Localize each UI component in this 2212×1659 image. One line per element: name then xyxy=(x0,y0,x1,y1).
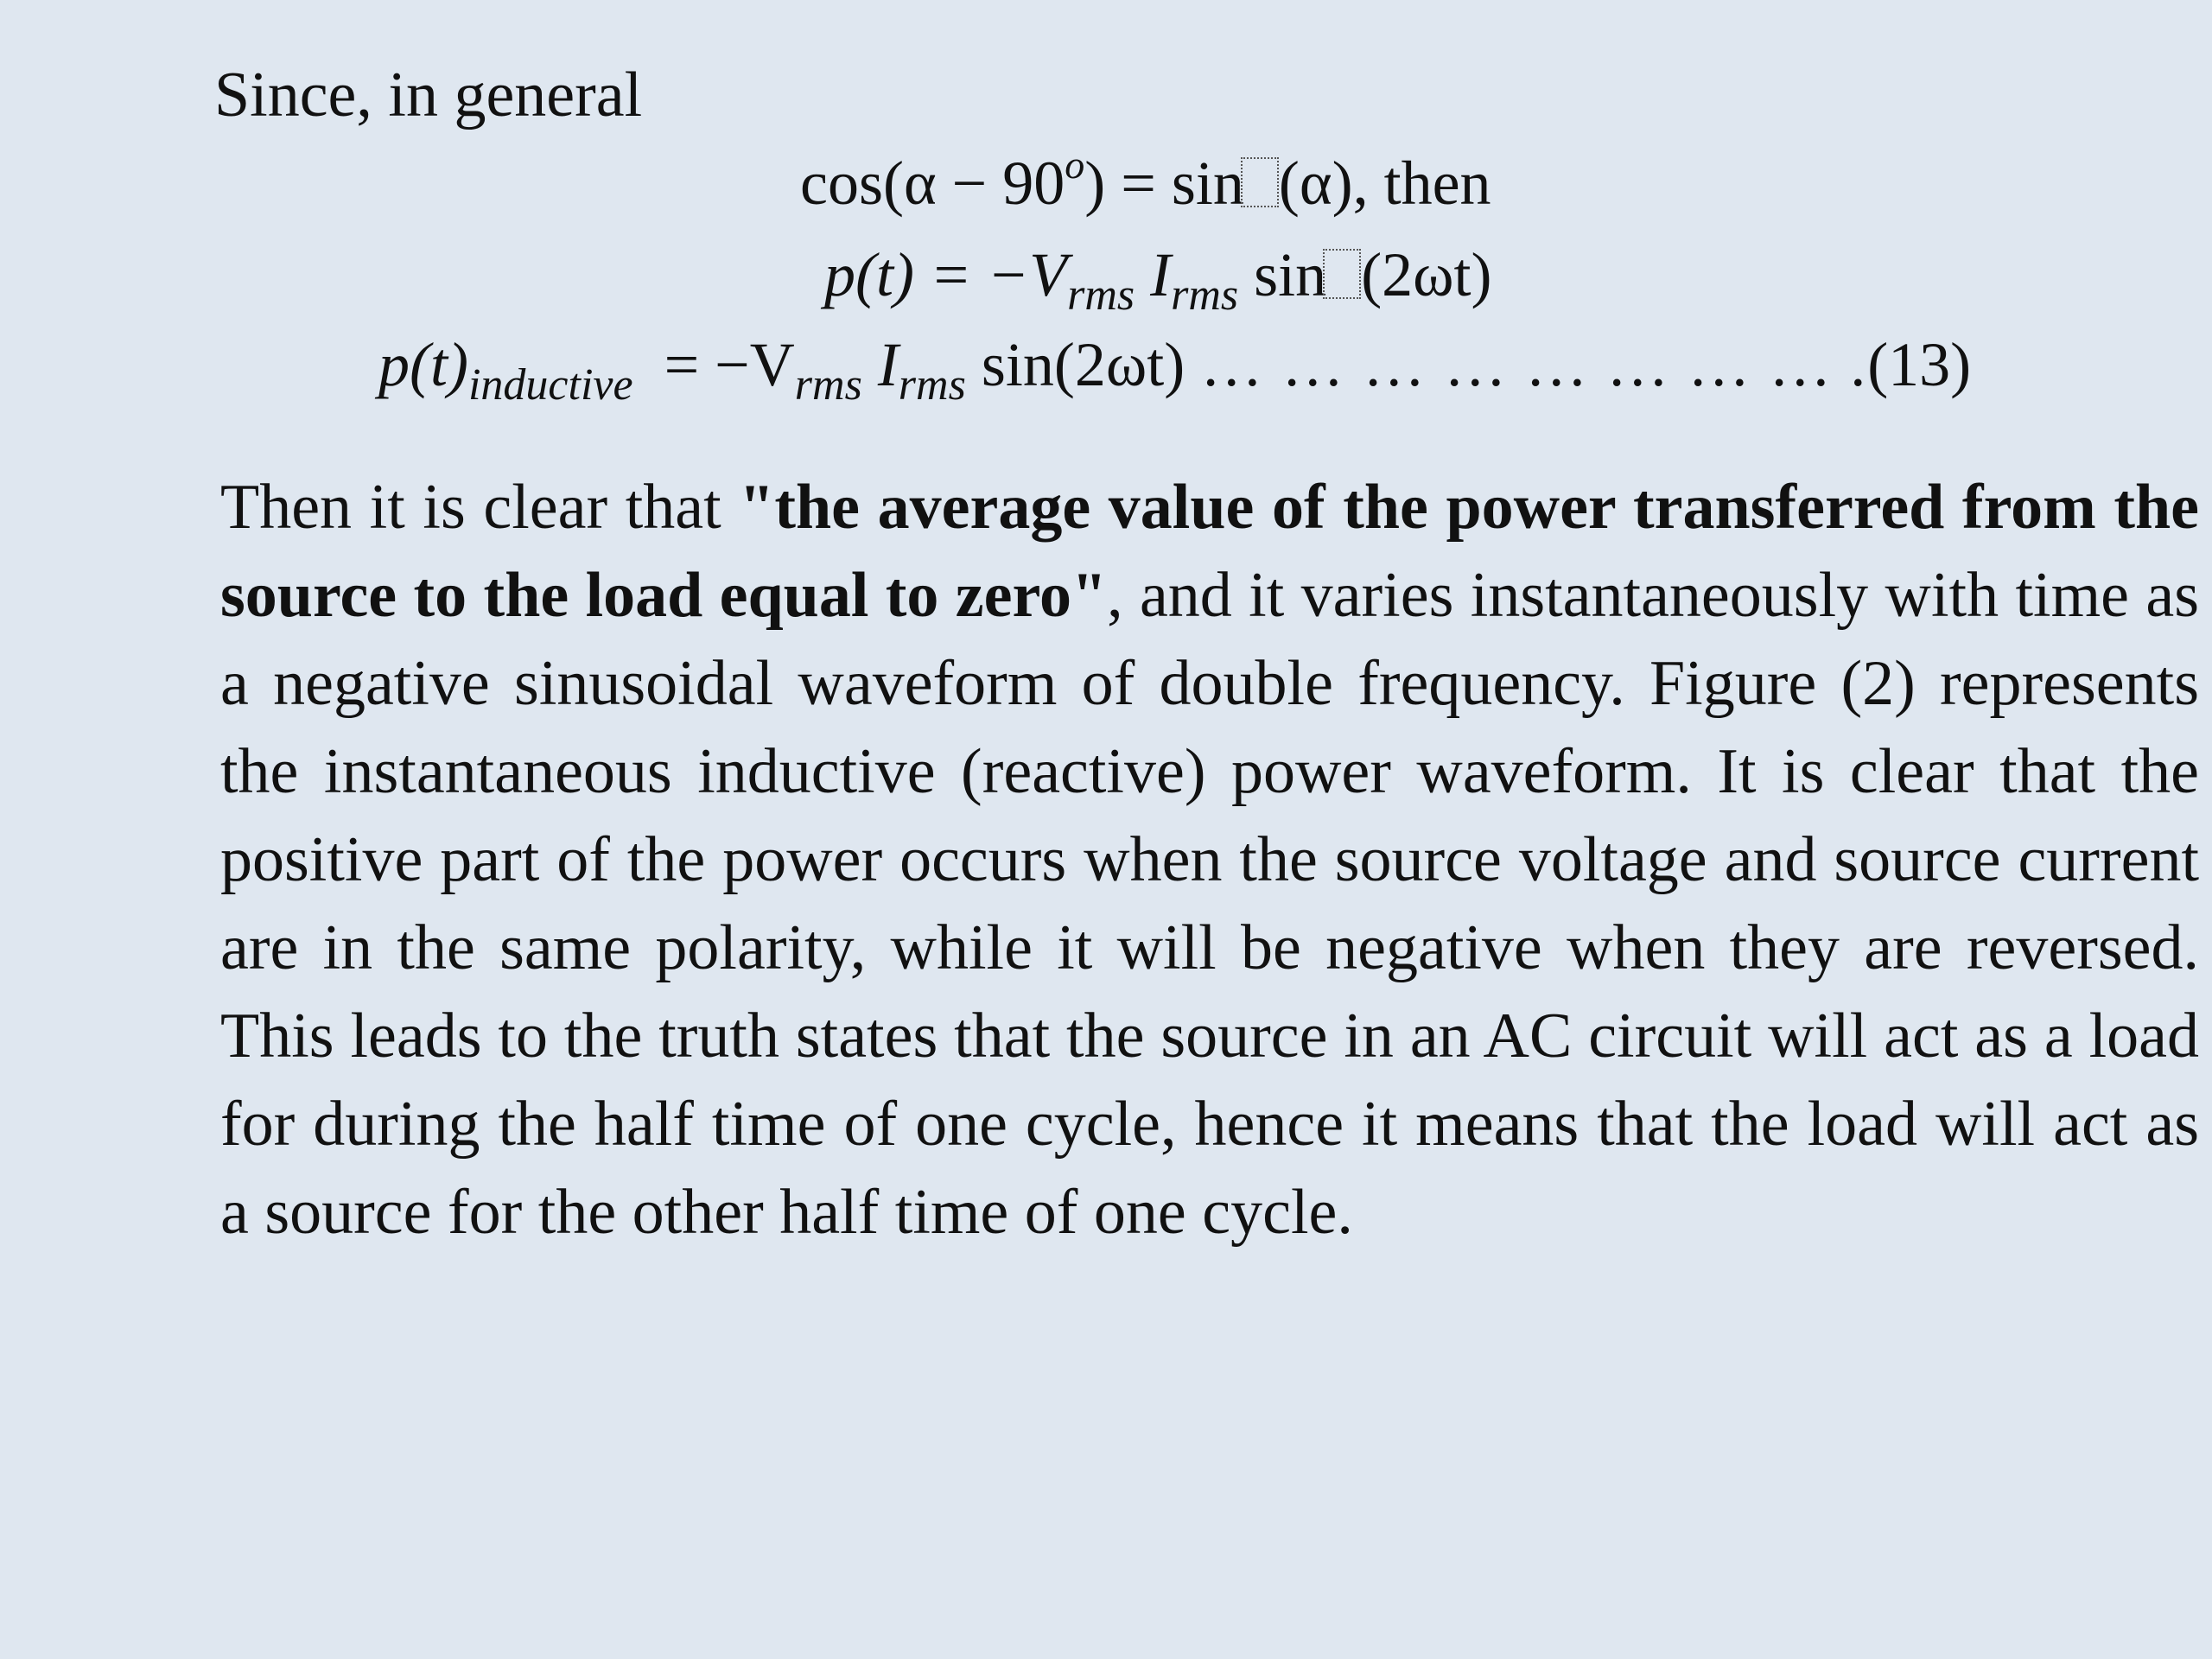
eq3-dots: … … … … … … … … . xyxy=(1200,330,1868,399)
paragraph-bold-quote: "the average value of the power transferred from the source to the load equal to zero" xyxy=(220,472,2199,631)
eq2-i-sub: rms xyxy=(1171,270,1239,320)
eq3-i-sub: rms xyxy=(898,360,966,410)
eq1-lhs-close: ) = sin xyxy=(1084,149,1244,218)
eq3-lhs-sub: inductive xyxy=(467,360,633,410)
equation-13 xyxy=(378,323,1971,413)
paragraph-rest: , and it varies instantaneously with time as a negative sinusoidal waveform of double frequency. Figure (2) represents the instantaneous inductive (reactive) power waveform. It is clear that the positive part of the power occurs when the source voltage and source current are in the same polarity, while it will be negative when they are reversed. This leads to the truth states that the source in an AC circuit will act as a load for during the half time of one cycle, hence it means that the load will act as a source for the other half time of one cycle. xyxy=(220,560,2199,1248)
eq3-lhs: p(t) xyxy=(378,330,468,399)
equation-cos-identity xyxy=(800,142,1491,232)
eq3-v-sub: rms xyxy=(794,360,862,410)
paragraph-lead: Then it is clear that xyxy=(220,472,740,543)
eq2-i: I xyxy=(1150,240,1172,309)
missing-glyph-icon xyxy=(1241,157,1279,207)
eq3-rhs: sin(2ωt) xyxy=(981,330,1185,399)
eq3-i: I xyxy=(877,330,899,399)
eq3-eq: = −V xyxy=(664,330,795,399)
eq2-func: sin xyxy=(1254,240,1327,309)
equation-number: (13) xyxy=(1867,330,1972,399)
eq2-v-sub: rms xyxy=(1067,270,1135,320)
equation-power xyxy=(824,233,1492,323)
body-paragraph xyxy=(220,463,2199,1256)
missing-glyph-icon xyxy=(1323,249,1361,299)
eq1-suffix: , then xyxy=(1352,149,1491,218)
eq1-lhs: cos(α − 90 xyxy=(800,149,1065,218)
eq2-lhs: p(t) = −V xyxy=(824,240,1068,309)
eq1-degree: o xyxy=(1065,143,1085,187)
intro-text: Since, in general xyxy=(214,60,643,130)
eq2-arg: (2ωt) xyxy=(1361,240,1492,309)
eq1-arg: (α) xyxy=(1278,149,1353,218)
